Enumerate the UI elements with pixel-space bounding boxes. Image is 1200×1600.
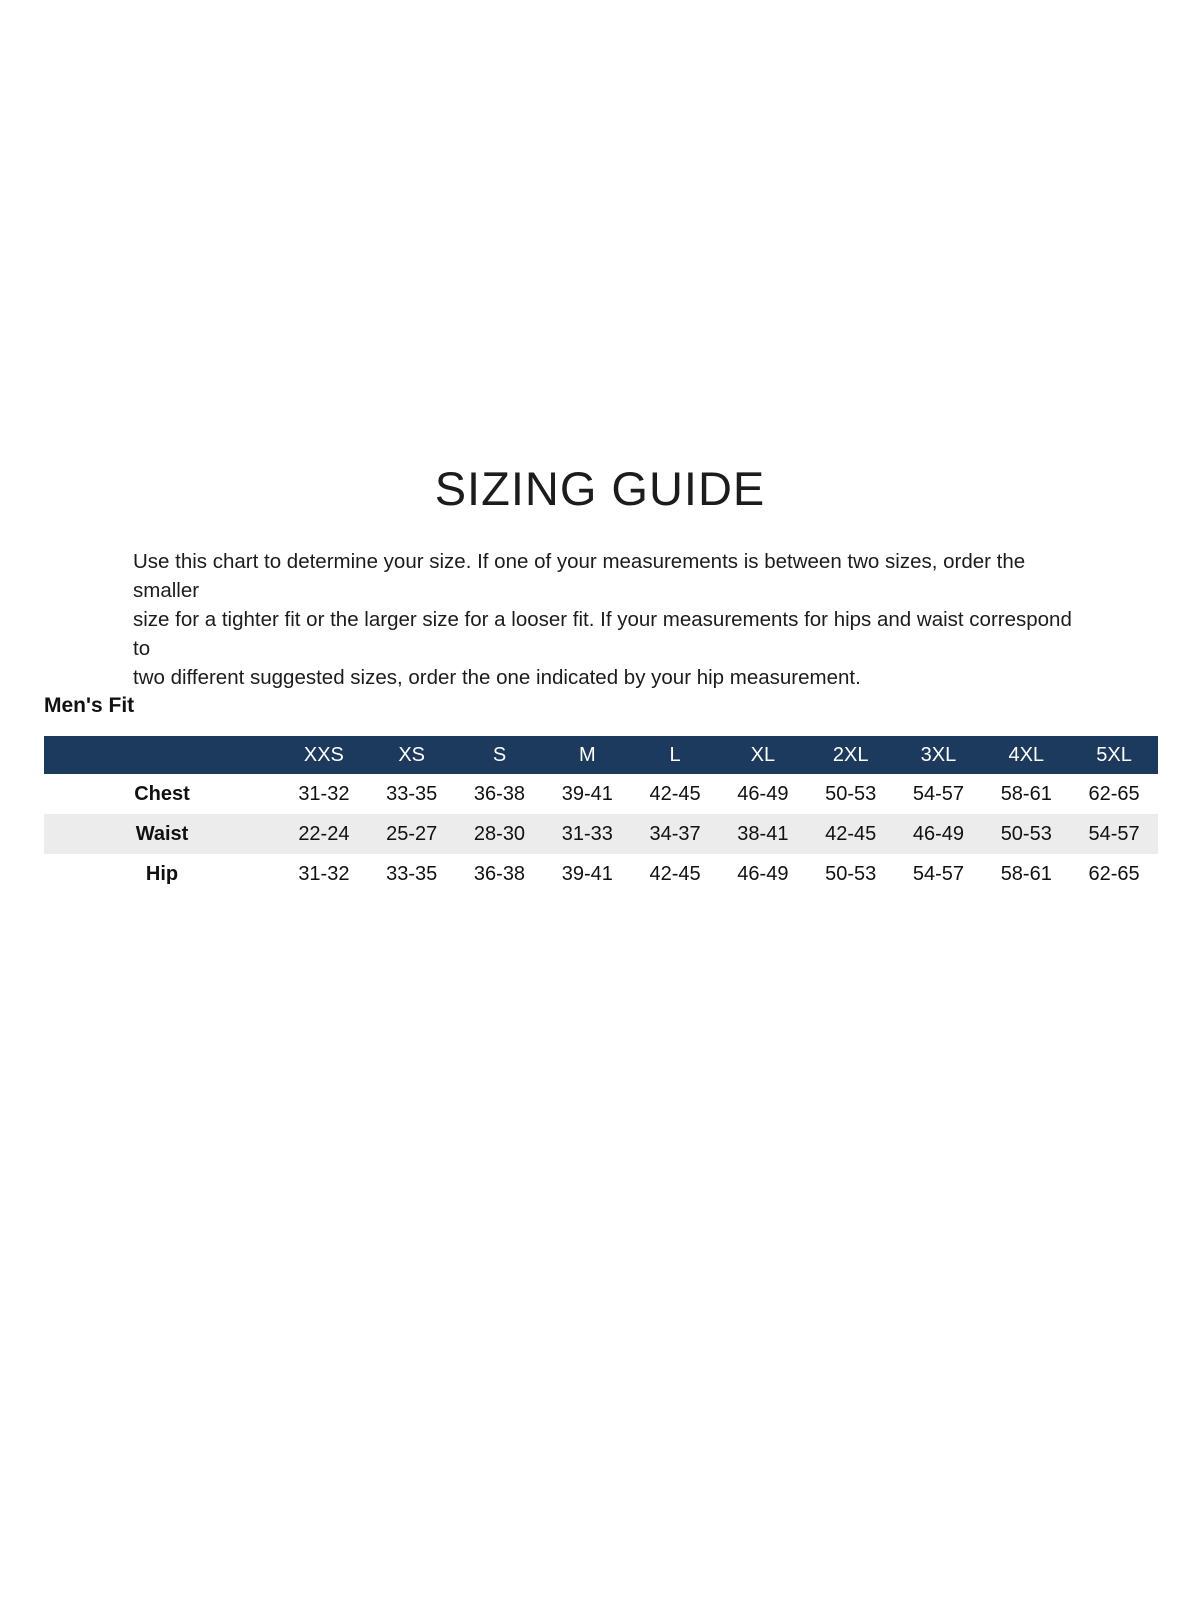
- size-table-corner-cell: [44, 736, 280, 774]
- size-range-cell: 42-45: [649, 782, 701, 805]
- size-range-cell: 31-33: [543, 814, 631, 854]
- size-range-cell: 58-61: [1000, 862, 1052, 885]
- size-column-header: 3XL: [895, 736, 983, 774]
- size-range-cell: 34-37: [631, 814, 719, 854]
- size-column-header: L: [631, 736, 719, 774]
- size-range-cell: 58-61: [1000, 782, 1052, 805]
- size-column-header: 5XL: [1070, 736, 1158, 774]
- size-range-cell: 33-35: [386, 862, 438, 885]
- size-range-cell: 36-38: [473, 862, 526, 885]
- intro-line: two different suggested sizes, order the one indicated by your hip measurement.: [133, 666, 861, 689]
- size-range-cell: 28-30: [456, 814, 544, 854]
- size-column-header: S: [456, 736, 544, 774]
- page-title: SIZING GUIDE: [434, 462, 766, 515]
- section-label-mens-fit: Men's Fit: [44, 694, 135, 717]
- size-range-cell: 36-38: [473, 782, 526, 805]
- size-range-cell: 46-49: [737, 862, 789, 885]
- mens-fit-size-table: [44, 736, 1158, 894]
- size-range-cell: 25-27: [368, 814, 456, 854]
- size-range-cell: 38-41: [719, 814, 807, 854]
- intro-line: Use this chart to determine your size. If one of your measurements is between two sizes, order the smaller: [133, 550, 1026, 602]
- size-range-cell: 54-57: [912, 862, 965, 885]
- size-range-cell: 46-49: [737, 782, 789, 805]
- measurement-row-label: Chest: [134, 782, 190, 805]
- size-table-header: [44, 736, 1158, 774]
- size-range-cell: 54-57: [1070, 814, 1158, 854]
- intro-line: size for a tighter fit or the larger size for a looser fit. If your measurements for hips and waist correspond to: [133, 608, 1072, 660]
- size-table-row: [44, 774, 1158, 814]
- size-range-cell: 31-32: [298, 782, 350, 805]
- size-range-cell: 22-24: [280, 814, 368, 854]
- size-range-cell: 42-45: [807, 814, 895, 854]
- intro-paragraph: [133, 547, 1093, 692]
- size-table-row: [44, 854, 1158, 894]
- size-range-cell: 46-49: [895, 814, 983, 854]
- size-range-cell: 42-45: [649, 862, 701, 885]
- size-range-cell: 50-53: [825, 862, 877, 885]
- size-range-cell: 50-53: [825, 782, 877, 805]
- size-column-header: 4XL: [982, 736, 1070, 774]
- size-range-cell: 39-41: [561, 782, 613, 805]
- size-column-header: XS: [368, 736, 456, 774]
- size-range-cell: 62-65: [1088, 862, 1140, 885]
- size-column-header: 2XL: [807, 736, 895, 774]
- size-column-header: XL: [719, 736, 807, 774]
- size-table-header-row: [44, 736, 1158, 774]
- size-range-cell: 54-57: [912, 782, 965, 805]
- size-table-row: [44, 814, 1158, 854]
- measurement-row-label: Waist: [44, 814, 280, 854]
- size-range-cell: 50-53: [982, 814, 1070, 854]
- size-range-cell: 39-41: [561, 862, 613, 885]
- size-range-cell: 33-35: [386, 782, 438, 805]
- size-column-header: XXS: [280, 736, 368, 774]
- size-column-header: M: [543, 736, 631, 774]
- size-range-cell: 62-65: [1088, 782, 1140, 805]
- measurement-row-label: Hip: [145, 862, 179, 885]
- size-range-cell: 31-32: [298, 862, 350, 885]
